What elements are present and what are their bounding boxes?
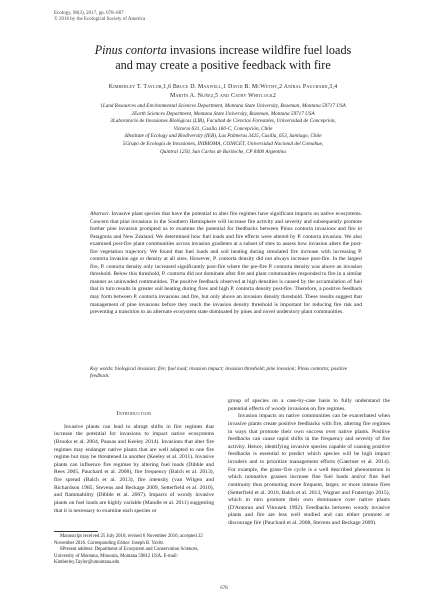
affiliations [40,103,406,156]
abstract [90,211,362,317]
affiliation-line: 4Institute of Ecology and Biodiversity (IEB), Las Palmeras 3425, Casilla, 653, Santiago, Chile [124,133,322,140]
title-line-2: and may create a positive feedback with fire [115,57,331,72]
section-heading-introduction: Introduction [116,411,152,417]
right-column [228,398,390,528]
article-title [40,43,406,72]
present-address: 6Present address: Department of Ecosystem and Conservation Sciences, University of Montana, Missoula, Montana 59812 USA. E-mail: Kimberley.Taylor@umontana.edu [54,547,199,565]
page-number: 678 [220,586,228,591]
footnote-divider [54,531,98,532]
affiliation-line: 5Grupo de Ecología de Invasiones, INIBIOMA, CONICET, Universidad Nacional del Comahue, [122,140,324,147]
affiliation-line: Victoria 631, Casilla 160-C, Concepción, Chile [173,125,273,132]
left-column [54,398,214,515]
manuscript-dates: Manuscript received 25 July 2016; revised 6 November 2016; accepted 22 November 2016. Corresponding Editor: Joseph B. Yavitt. [54,534,203,546]
title-line-1 [40,43,406,58]
affiliation-line: 3Laboratorio de Invasiones Biológicas (LIB), Facultad de Ciencias Forestales, Universidad de Concepción, [110,118,336,125]
body-paragraph: Invasion impacts on native communities can be exacerbated when invasive plants create positive feedbacks with fire, altering fire regimes in ways that promote their own success over native plants. Positive feedbacks can cause rapid shifts in the frequency and severity of fire activity. Hence, identifying invasive species capable of causing positive feedbacks is essential to predict which species will be high impact invaders and to prioritize management efforts (Gaertner et al. 2014). For example, the grass–fire cycle is a well described phenomenon in which nonnative grasses increase fine fuel loads and/or fine fuel continuity thus promoting more frequent, larger, or more intense fires (Setterfield et al. 2010, Balch et al. 2013, Wagner and Fraterrigo 2015), which in turn promote their own dominance over native plants (D'Antonio and Vitousek 1992). Feedbacks between woody invasive plants and fire are less well studied and can either promote or discourage fire (Pauchard et al. 2008, Stevens and Beckage 2009). [228,413,390,526]
title-line-1-rest: invasions increase wildfire fuel loads [166,43,352,57]
author-line-2: Martín A. Nuñez,5 and Cathy Whitlock2 [170,93,276,99]
affiliation-line: 2Earth Sciences Department, Montana State University, Bozeman, Montana 59717 USA [131,110,315,117]
title-species: Pinus contorta [94,43,167,57]
journal-header [54,11,145,24]
body-paragraph-continued: group of species on a case-by-case basis to fully understand the potential effects of woody invasions on fire regimes. [228,398,390,412]
keywords-label: Key words: [90,366,114,372]
abstract-label: Abstract. [90,211,111,217]
author-list [40,83,406,101]
abstract-text: Invasive plant species that have the potential to alter fire regimes have significant impacts on native ecosystems. Concern that pine invasions in the Southern Hemisphere will increase fire activity and severity and subsequently promote further pine invasion prompted us to examine the potential for feedbacks between Pinus contorta invasions and fire in Patagonia and New Zealand. We determined how fuel loads and fire effects were altered by P. contorta invasion. We also examined post-fire plant communities across invasion gradients at a subset of sites to assess how invasion alters the post-fire vegetation trajectory. We found that fuel loads and soil heating during simulated fire increase with increasing P. contorta invasion age or density at all sites. However, P. contorta density did not always increase post-fire. In the largest fire, P. contorta density only increased significantly post-fire where the pre-fire P. contorta density was above an invasion threshold. Below this threshold, P. contorta did not dominate after fire and plant communities responded to fire in a similar manner as uninvaded communities. The positive feedback observed at high densities is caused by the accumulation of fuel that in turn results in greater soil heating during fires and high P. contorta density post-fire. Therefore, a positive feedback may form between P. contorta invasions and fire, but only above an invasion density threshold. These results suggest that management of pine invasions before they reach the invasion density threshold is important for reducing fire risk and preventing a transition to an alternate ecosystem state dominated by pines and novel understory plant communities. [90,211,362,316]
body-paragraph: Invasive plants can lead to abrupt shifts in fire regimes that increase the potential for invasions to impact native ecosystems (Brooks et al. 2004, Pausas and Keeley 2014). Invasions that alter fire regimes may endanger native plants that are well adapted to one fire regime but may be threatened in another (Keeley et al. 2011). Invasive plants can influence fire regimes by altering fuel loads (Dibble and Rees 2005, Pauchard et al. 2008), fire frequency (Balch et al. 2013), fire spread (Balch et al. 2013), fire intensity (van Wilgen and Richardson 1985, Stevens and Beckage 2009, Setterfield et al. 2010), and flammability (Dibble et al. 2007). Impacts of woody invasive plants on fuel loads are highly variable (Mandle et al. 2011) suggesting that it is necessary to examine each species or [54,423,214,514]
author-line-1: Kimberley T. Taylor,1,6 Bruce D. Maxwell,1 David B. McWethy,2 Aníbal Pauchard,3,4 [108,84,338,90]
affiliation-line: 1Land Resources and Environmental Sciences Department, Montana State University, Bozeman, Montana 59717 USA [100,103,346,109]
footnotes [54,534,214,567]
affiliation-line: Quintral 1250, San Carlos de Bariloche, CP 8400 Argentina [160,148,286,155]
copyright-notice: © 2016 by the Ecological Society of America [54,17,146,23]
keywords-text: biological invasion; fire; fuel load; invasion impact; invasion threshold; pine invasion; Pinus contorta; positive feedback. [90,366,348,380]
keywords [90,366,362,381]
journal-citation: Ecology, 98(3), 2017, pp. 678–687 [54,11,124,16]
